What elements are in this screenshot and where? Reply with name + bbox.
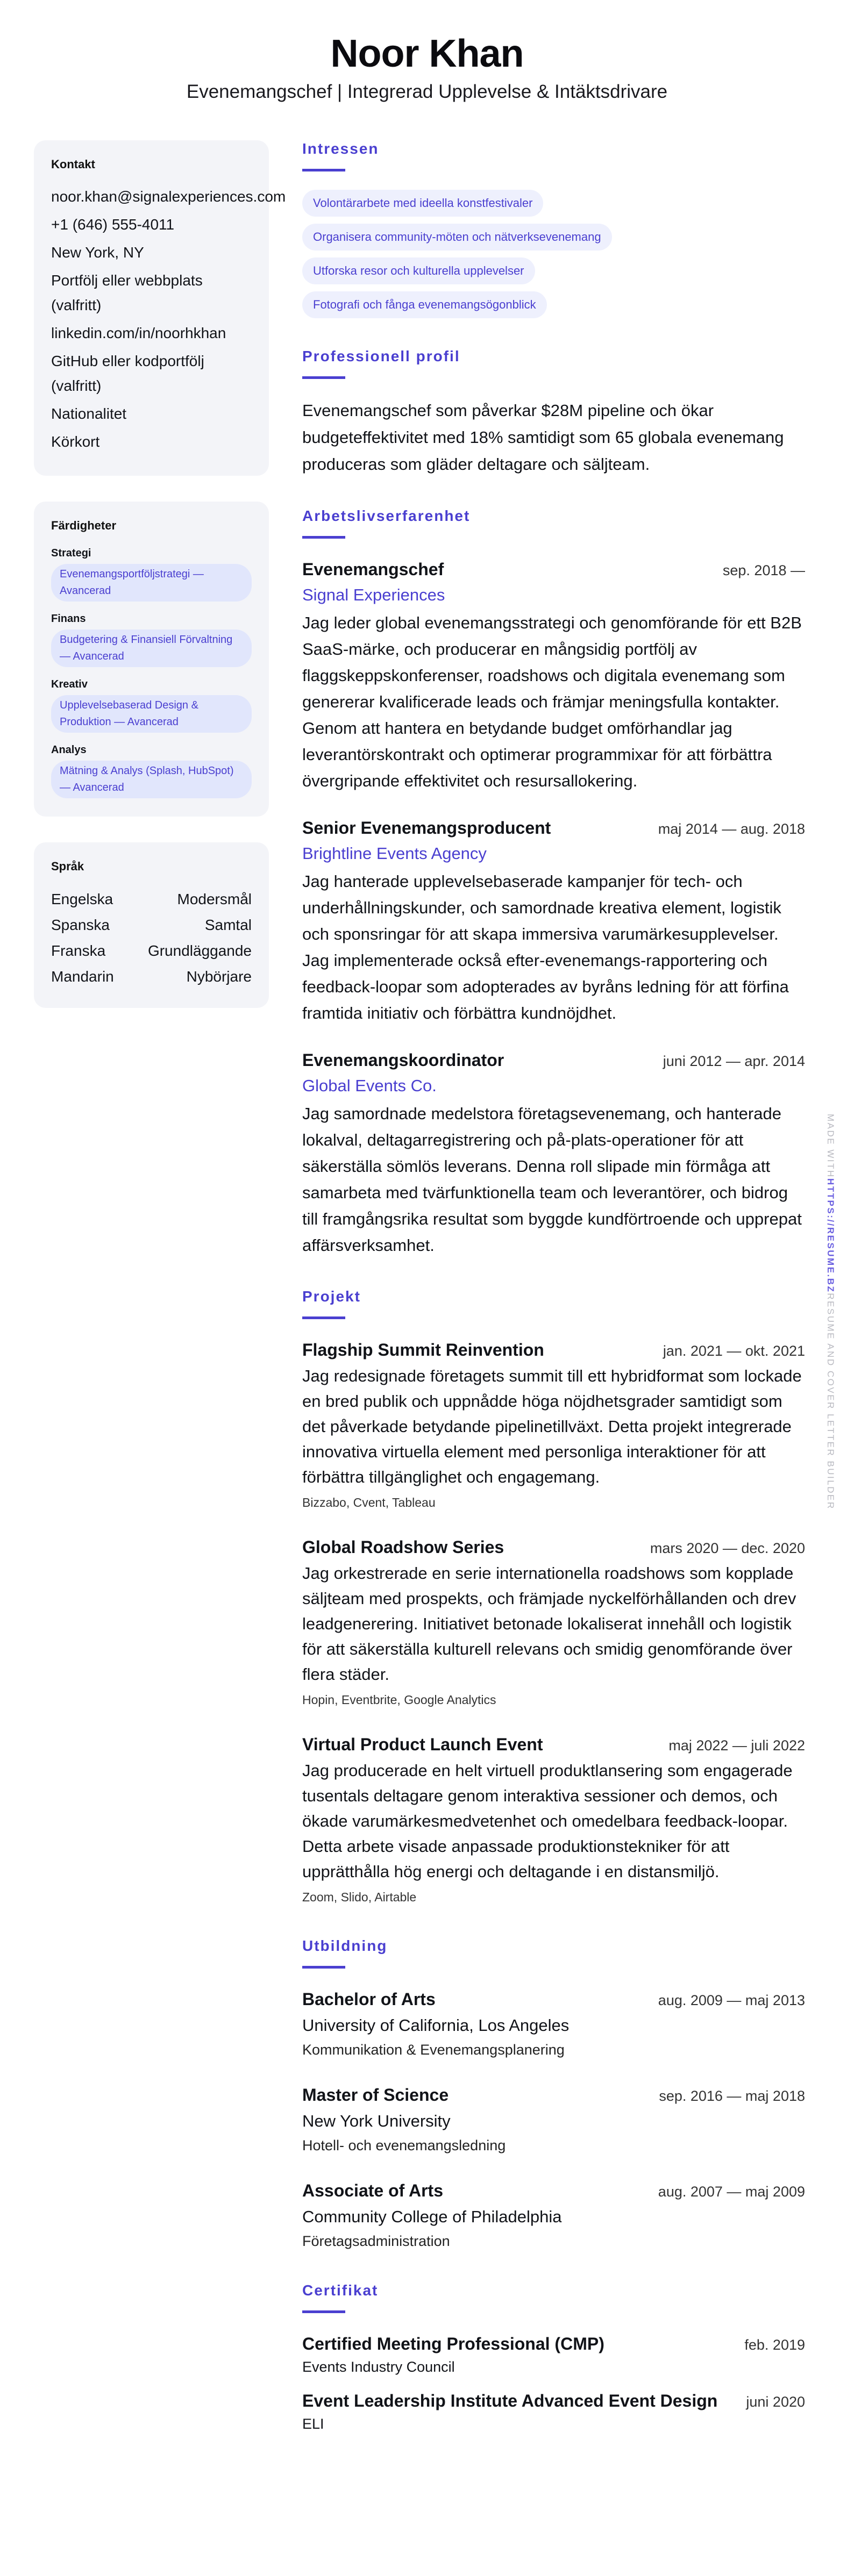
- education-date: aug. 2009 — maj 2013: [658, 1992, 805, 2008]
- contact-github[interactable]: GitHub eller kodportfölj (valfritt): [51, 353, 204, 394]
- contact-license: Körkort: [51, 433, 100, 450]
- language-level: Modersmål: [177, 891, 252, 907]
- section-title: Projekt: [302, 1288, 361, 1305]
- job-entry: [302, 1048, 805, 1258]
- certificate-entry: [302, 2388, 805, 2434]
- skill-category: Kreativ: [51, 678, 88, 690]
- education-school: New York University: [302, 2112, 451, 2130]
- project-description: Jag redesignade företagets summit till ett hybridformat som lockade en bred publik och uppnådde höga nöjdhetsgrader samtidigt som det påverkade betydande pipelinetillväxt. Detta projekt integrerade innovativa virtuella element med personliga interaktioner för att förbättra tillgänglighet och engagemang.: [302, 1366, 802, 1486]
- certificate-issuer: ELI: [302, 2416, 324, 2432]
- job-description: Jag samordnade medelstora företagsevenemang, och hanterade lokalval, deltagarregistrering och på-plats-operationer för att säkerställa sömlös leverans. Denna roll slipade min förmåga att samarbeta med tvärfunktionella team och leverantörer, och bidrog till framgångsrika resultat som byggde kundförtroende och upprepat affärsverksamhet.: [302, 1104, 802, 1255]
- education-degree: Bachelor of Arts: [302, 1990, 436, 2009]
- job-title: Evenemangschef: [302, 560, 444, 579]
- certificate-name: Certified Meeting Professional (CMP): [302, 2334, 604, 2353]
- education-section: [302, 1936, 805, 2252]
- certificates-section: [302, 2280, 805, 2434]
- contact-linkedin[interactable]: linkedin.com/in/noorhkhan: [51, 325, 226, 341]
- made-with-watermark: [825, 1114, 836, 1510]
- skill-pill: Evenemangsportföljstrategi — Avancerad: [51, 564, 252, 602]
- job-company: Brightline Events Agency: [302, 844, 487, 863]
- skills-card: [34, 502, 269, 817]
- project-date: jan. 2021 — okt. 2021: [663, 1343, 805, 1359]
- contact-card: [34, 140, 286, 476]
- skill-category: Analys: [51, 744, 87, 756]
- interest-chip: Volontärarbete med ideella konstfestivaler: [302, 190, 543, 217]
- education-school: University of California, Los Angeles: [302, 2016, 570, 2035]
- skill-category: Finans: [51, 613, 86, 625]
- education-entry: [302, 2083, 805, 2157]
- resume-header: [0, 0, 854, 104]
- interest-chip: Fotografi och fånga evenemangsögonblick: [302, 291, 547, 318]
- contact-phone[interactable]: +1 (646) 555-4011: [51, 216, 175, 233]
- education-field: Företagsadministration: [302, 2233, 450, 2249]
- language-row: [51, 938, 252, 964]
- project-title: Flagship Summit Reinvention: [302, 1340, 544, 1359]
- job-description: Jag leder global evenemangsstrategi och genomförande för ett B2B SaaS-märke, och producerar en mångsidig portfölj av flaggskeppskonferenser, roadshows och digitala evenemang som genererar kvalificerade leads och främjar meningsfulla kontakter. Genom att hantera en betydande budget omförhandlar jag leverantörskontrakt och optimerar programmixar för att förbättra övergripande effektivitet och resursallokering.: [302, 613, 802, 790]
- education-entry: [302, 1987, 805, 2061]
- job-title: Senior Evenemangsproducent: [302, 818, 551, 838]
- interest-chip: Organisera community-möten och nätverksevenemang: [302, 224, 612, 251]
- education-degree: Associate of Arts: [302, 2181, 443, 2200]
- job-entry: [302, 815, 805, 1026]
- job-date: sep. 2018 —: [722, 562, 805, 578]
- section-divider: [302, 2310, 345, 2313]
- language-name: Engelska: [51, 891, 113, 907]
- education-field: Hotell- och evenemangsledning: [302, 2137, 506, 2153]
- skill-pill: Upplevelsebaserad Design & Produktion — Avancerad: [51, 695, 252, 733]
- watermark-suffix: RESUME AND COVER LETTER BUILDER: [825, 1293, 836, 1510]
- project-entry: [302, 1732, 805, 1908]
- contact-nationality: Nationalitet: [51, 405, 127, 422]
- projects-section: [302, 1286, 805, 1908]
- project-description: Jag orkestrerade en serie internationella roadshows som kopplade säljteam med prospekts, och främjade nyckelförhållanden och drev leadgenerering. Initiativet betonade lokaliserat innehåll och logistik för att säkerställa kulturell relevans och smidig genomförande över flera städer.: [302, 1564, 796, 1684]
- language-level: Samtal: [204, 917, 252, 933]
- section-divider: [302, 1316, 345, 1319]
- section-title: Certifikat: [302, 2282, 379, 2299]
- candidate-name: Noor Khan: [330, 32, 524, 75]
- project-tech: Bizzabo, Cvent, Tableau: [302, 1495, 436, 1509]
- watermark-prefix: MADE WITH: [825, 1114, 836, 1178]
- experience-section: [302, 506, 805, 1258]
- languages-title: Språk: [51, 860, 84, 873]
- education-entry: [302, 2178, 805, 2252]
- section-divider: [302, 376, 345, 379]
- section-divider: [302, 169, 345, 171]
- project-tech: Zoom, Slido, Airtable: [302, 1890, 417, 1904]
- language-row: [51, 964, 252, 990]
- main-content: [302, 139, 805, 2461]
- education-field: Kommunikation & Evenemangsplanering: [302, 2042, 565, 2058]
- contact-portfolio[interactable]: Portfölj eller webbplats (valfritt): [51, 272, 203, 313]
- certificate-name: Event Leadership Institute Advanced Event Design: [302, 2391, 718, 2410]
- profile-summary: Evenemangschef som påverkar $28M pipeline och ökar budgeteffektivitet med 18% samtidigt som 65 globala evenemang produceras som gläder deltagare och säljteam.: [302, 401, 784, 474]
- section-title: Utbildning: [302, 1937, 388, 1954]
- project-date: mars 2020 — dec. 2020: [650, 1540, 805, 1556]
- profile-section: [302, 346, 805, 478]
- language-name: Franska: [51, 942, 106, 959]
- contact-location: New York, NY: [51, 244, 144, 261]
- certificate-entry: [302, 2331, 805, 2377]
- language-name: Spanska: [51, 917, 110, 933]
- certificate-date: feb. 2019: [744, 2337, 805, 2353]
- job-company: Signal Experiences: [302, 585, 445, 604]
- certificate-issuer: Events Industry Council: [302, 2359, 455, 2375]
- project-entry: [302, 1535, 805, 1711]
- watermark-link[interactable]: HTTPS://RESUME.BZ: [825, 1178, 836, 1293]
- project-tech: Hopin, Eventbrite, Google Analytics: [302, 1693, 496, 1707]
- education-date: sep. 2016 — maj 2018: [659, 2088, 805, 2104]
- project-description: Jag producerade en helt virtuell produktlansering som engagerade tusentals deltagare genom interaktiva sessioner och demos, och ökade varumärkesmedvetenhet och omedelbara feedback-loopar. Detta arbete visade anpassade produktionstekniker för att upprätthålla hög energi och deltagande i en distansmiljö.: [302, 1761, 793, 1881]
- section-title: Intressen: [302, 140, 379, 157]
- project-title: Global Roadshow Series: [302, 1537, 504, 1557]
- project-date: maj 2022 — juli 2022: [668, 1737, 805, 1754]
- education-degree: Master of Science: [302, 2085, 449, 2105]
- project-title: Virtual Product Launch Event: [302, 1735, 543, 1754]
- job-date: juni 2012 — apr. 2014: [663, 1053, 805, 1069]
- project-entry: [302, 1337, 805, 1513]
- section-title: Arbetslivserfarenhet: [302, 507, 471, 524]
- candidate-headline: Evenemangschef | Integrerad Upplevelse & Intäktsdrivare: [186, 81, 668, 102]
- sidebar: [34, 140, 286, 1034]
- skill-pill: Mätning & Analys (Splash, HubSpot) — Avancerad: [51, 761, 252, 798]
- education-school: Community College of Philadelphia: [302, 2207, 562, 2226]
- section-title: Professionell profil: [302, 348, 460, 364]
- job-entry: [302, 557, 805, 794]
- job-description: Jag hanterade upplevelsebaserade kampanjer för tech- och underhållningskunder, och samordnade kreativa element, logistik och sponsringar för att skapa immersiva varumärkesupplevelser. Jag implementerade också efter-evenemangs-rapportering och feedback-loopar som adopterades av byråns ledning för att förfina framtida initiativ och förbättra kundnöjdhet.: [302, 872, 789, 1022]
- job-title: Evenemangskoordinator: [302, 1050, 504, 1070]
- interest-chip: Utforska resor och kulturella upplevelser: [302, 257, 535, 284]
- language-level: Grundläggande: [147, 942, 252, 959]
- contact-email[interactable]: noor.khan@signalexperiences.com: [51, 188, 286, 205]
- language-row: [51, 886, 252, 912]
- certificate-date: juni 2020: [746, 2394, 805, 2410]
- job-company: Global Events Co.: [302, 1076, 437, 1095]
- contact-title: Kontakt: [51, 158, 95, 171]
- section-divider: [302, 536, 345, 539]
- job-date: maj 2014 — aug. 2018: [658, 821, 805, 837]
- language-name: Mandarin: [51, 968, 114, 985]
- skills-title: Färdigheter: [51, 519, 117, 532]
- skill-category: Strategi: [51, 547, 91, 559]
- language-level: Nybörjare: [186, 968, 252, 985]
- interests-section: [302, 139, 805, 318]
- languages-card: [34, 842, 269, 1008]
- language-row: [51, 912, 252, 938]
- skill-pill: Budgetering & Finansiell Förvaltning — Avancerad: [51, 629, 252, 667]
- education-date: aug. 2007 — maj 2009: [658, 2184, 805, 2200]
- section-divider: [302, 1966, 345, 1969]
